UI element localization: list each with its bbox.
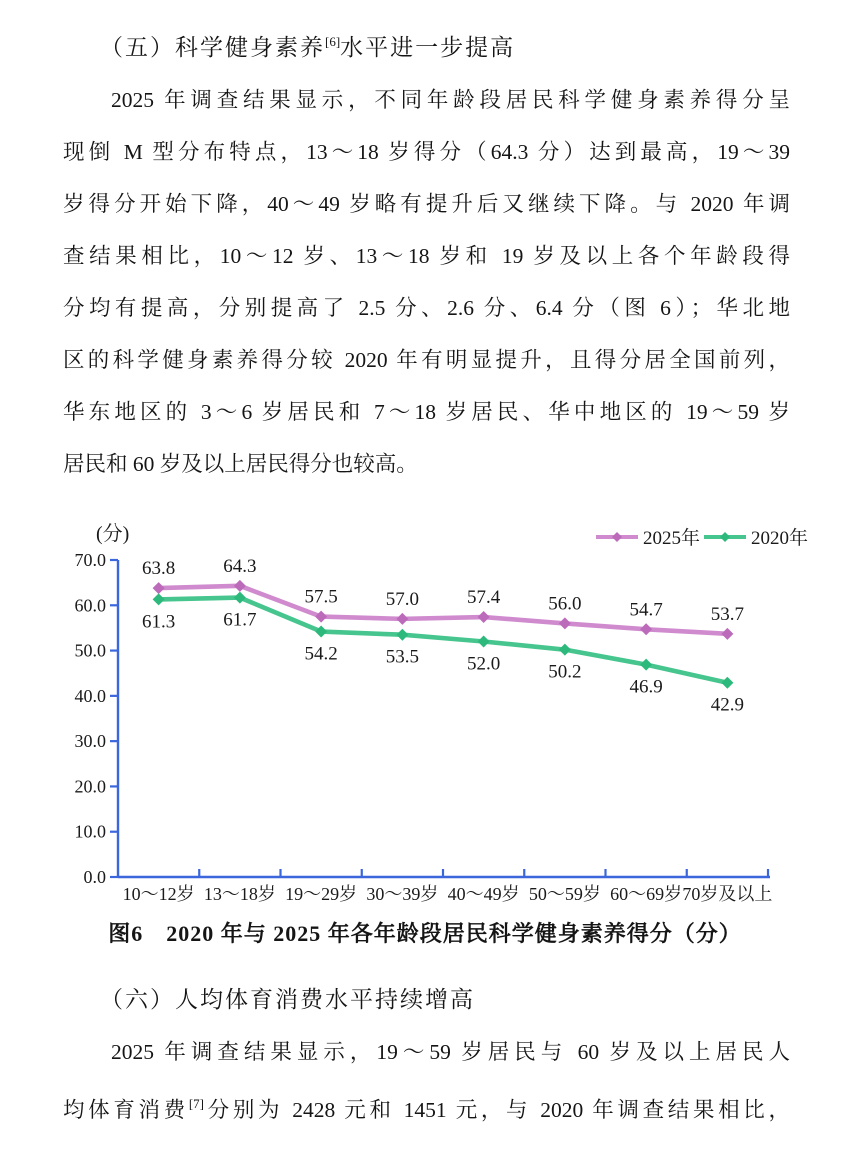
data-label-2020年: 42.9 <box>710 694 744 716</box>
series-2025年-marker <box>721 628 733 640</box>
data-label-2025年: 53.7 <box>710 603 744 625</box>
x-category-label: 40～49岁 <box>447 884 520 904</box>
legend-swatch-marker <box>612 532 622 542</box>
series-2025年-marker <box>153 582 165 594</box>
figure6-line-chart <box>0 498 850 913</box>
series-2020年-marker <box>153 593 165 605</box>
footnote-ref-7: [7] <box>188 1096 205 1111</box>
y-tick-label: 40.0 <box>74 685 106 706</box>
section5-heading-text: （五）科学健身素养 <box>100 35 325 60</box>
data-label-2025年: 57.4 <box>467 587 501 609</box>
series-2025年-marker <box>640 623 652 635</box>
data-label-2020年: 50.2 <box>548 661 582 683</box>
legend-label: 2020年 <box>751 528 809 549</box>
body-line: 岁得分开始下降，40～49 岁略有提升后又继续下降。与 2020 年调 <box>63 192 790 216</box>
y-tick-label: 50.0 <box>74 640 106 661</box>
x-category-label: 19～29岁 <box>285 884 358 904</box>
x-category-label: 13～18岁 <box>203 884 276 904</box>
body-line: 华东地区的 3～6 岁居民和 7～18 岁居民、华中地区的 19～59 岁 <box>63 400 790 424</box>
figure6-caption: 图6 2020 年与 2025 年各年龄段居民科学健身素养得分（分） <box>108 921 742 946</box>
data-label-2025年: 63.8 <box>142 558 176 580</box>
data-label-2020年: 61.3 <box>142 611 176 633</box>
data-label-2025年: 57.0 <box>385 588 419 610</box>
series-2025年-marker <box>478 611 490 623</box>
series-2020年-marker <box>640 659 652 671</box>
data-label-2025年: 57.5 <box>304 586 338 608</box>
data-label-2025年: 56.0 <box>548 593 582 615</box>
body-line: 查结果相比，10～12 岁、13～18 岁和 19 岁及以上各个年龄段得 <box>63 244 790 268</box>
body-line-text-cont: 分别为 2428 元和 1451 元，与 2020 年调查结果相比， <box>204 1098 790 1122</box>
body-line: 区的科学健身素养得分较 2020 年有明显提升，且得分居全国前列， <box>63 348 790 372</box>
y-tick-label: 60.0 <box>74 595 106 616</box>
y-tick-label: 10.0 <box>74 821 106 842</box>
y-tick-label: 30.0 <box>74 731 106 752</box>
series-2025年-marker <box>234 580 246 592</box>
section5-heading <box>100 22 790 68</box>
body-line: 2025 年调查结果显示，不同年龄段居民科学健身素养得分呈 <box>111 88 790 112</box>
x-category-label: 70岁及以上 <box>682 884 773 904</box>
data-label-2025年: 54.7 <box>629 599 663 621</box>
body-line: 现倒 M 型分布特点，13～18 岁得分（64.3 分）达到最高，19～39 <box>63 140 790 164</box>
series-2020年-marker <box>721 677 733 689</box>
body-line: 2025 年调查结果显示，19～59 岁居民与 60 岁及以上居民人 <box>111 1040 790 1064</box>
data-label-2020年: 61.7 <box>223 609 257 631</box>
section5-heading-text-cont: 水平进一步提高 <box>340 35 516 60</box>
y-axis-title: (分) <box>96 523 130 545</box>
series-2025年-marker <box>315 611 327 623</box>
legend-label: 2025年 <box>643 528 701 549</box>
series-2020年-marker <box>396 629 408 641</box>
section5-paragraph <box>63 74 790 490</box>
data-label-2025年: 64.3 <box>223 555 257 577</box>
data-label-2020年: 54.2 <box>304 643 338 665</box>
y-tick-label: 0.0 <box>83 867 106 887</box>
x-category-label: 50～59岁 <box>528 884 601 904</box>
section6-paragraph <box>63 1026 790 1130</box>
footnote-ref-6: [6] <box>325 34 341 49</box>
series-2020年-marker <box>559 644 571 656</box>
series-2025年-marker <box>396 613 408 625</box>
data-label-2020年: 46.9 <box>629 676 663 698</box>
y-tick-label: 20.0 <box>74 776 106 797</box>
body-line: 分均有提高，分别提高了 2.5 分、2.6 分、6.4 分（图 6）；华北地 <box>63 296 790 320</box>
body-line: 居民和 60 岁及以上居民得分也较高。 <box>63 452 418 476</box>
data-label-2020年: 53.5 <box>385 646 419 668</box>
data-label-2020年: 52.0 <box>467 653 501 675</box>
y-tick-label: 70.0 <box>74 550 106 570</box>
body-line-text: 均体育消费 <box>63 1098 189 1122</box>
x-category-label: 10～12岁 <box>122 884 195 904</box>
section6-heading: （六）人均体育消费水平持续增高 <box>100 987 475 1012</box>
body-line <box>63 1078 790 1130</box>
legend-swatch-marker <box>720 532 730 542</box>
x-category-label: 30～39岁 <box>366 884 439 904</box>
series-2025年-marker <box>559 617 571 629</box>
series-2020年-marker <box>478 636 490 648</box>
x-category-label: 60～69岁 <box>610 884 683 904</box>
